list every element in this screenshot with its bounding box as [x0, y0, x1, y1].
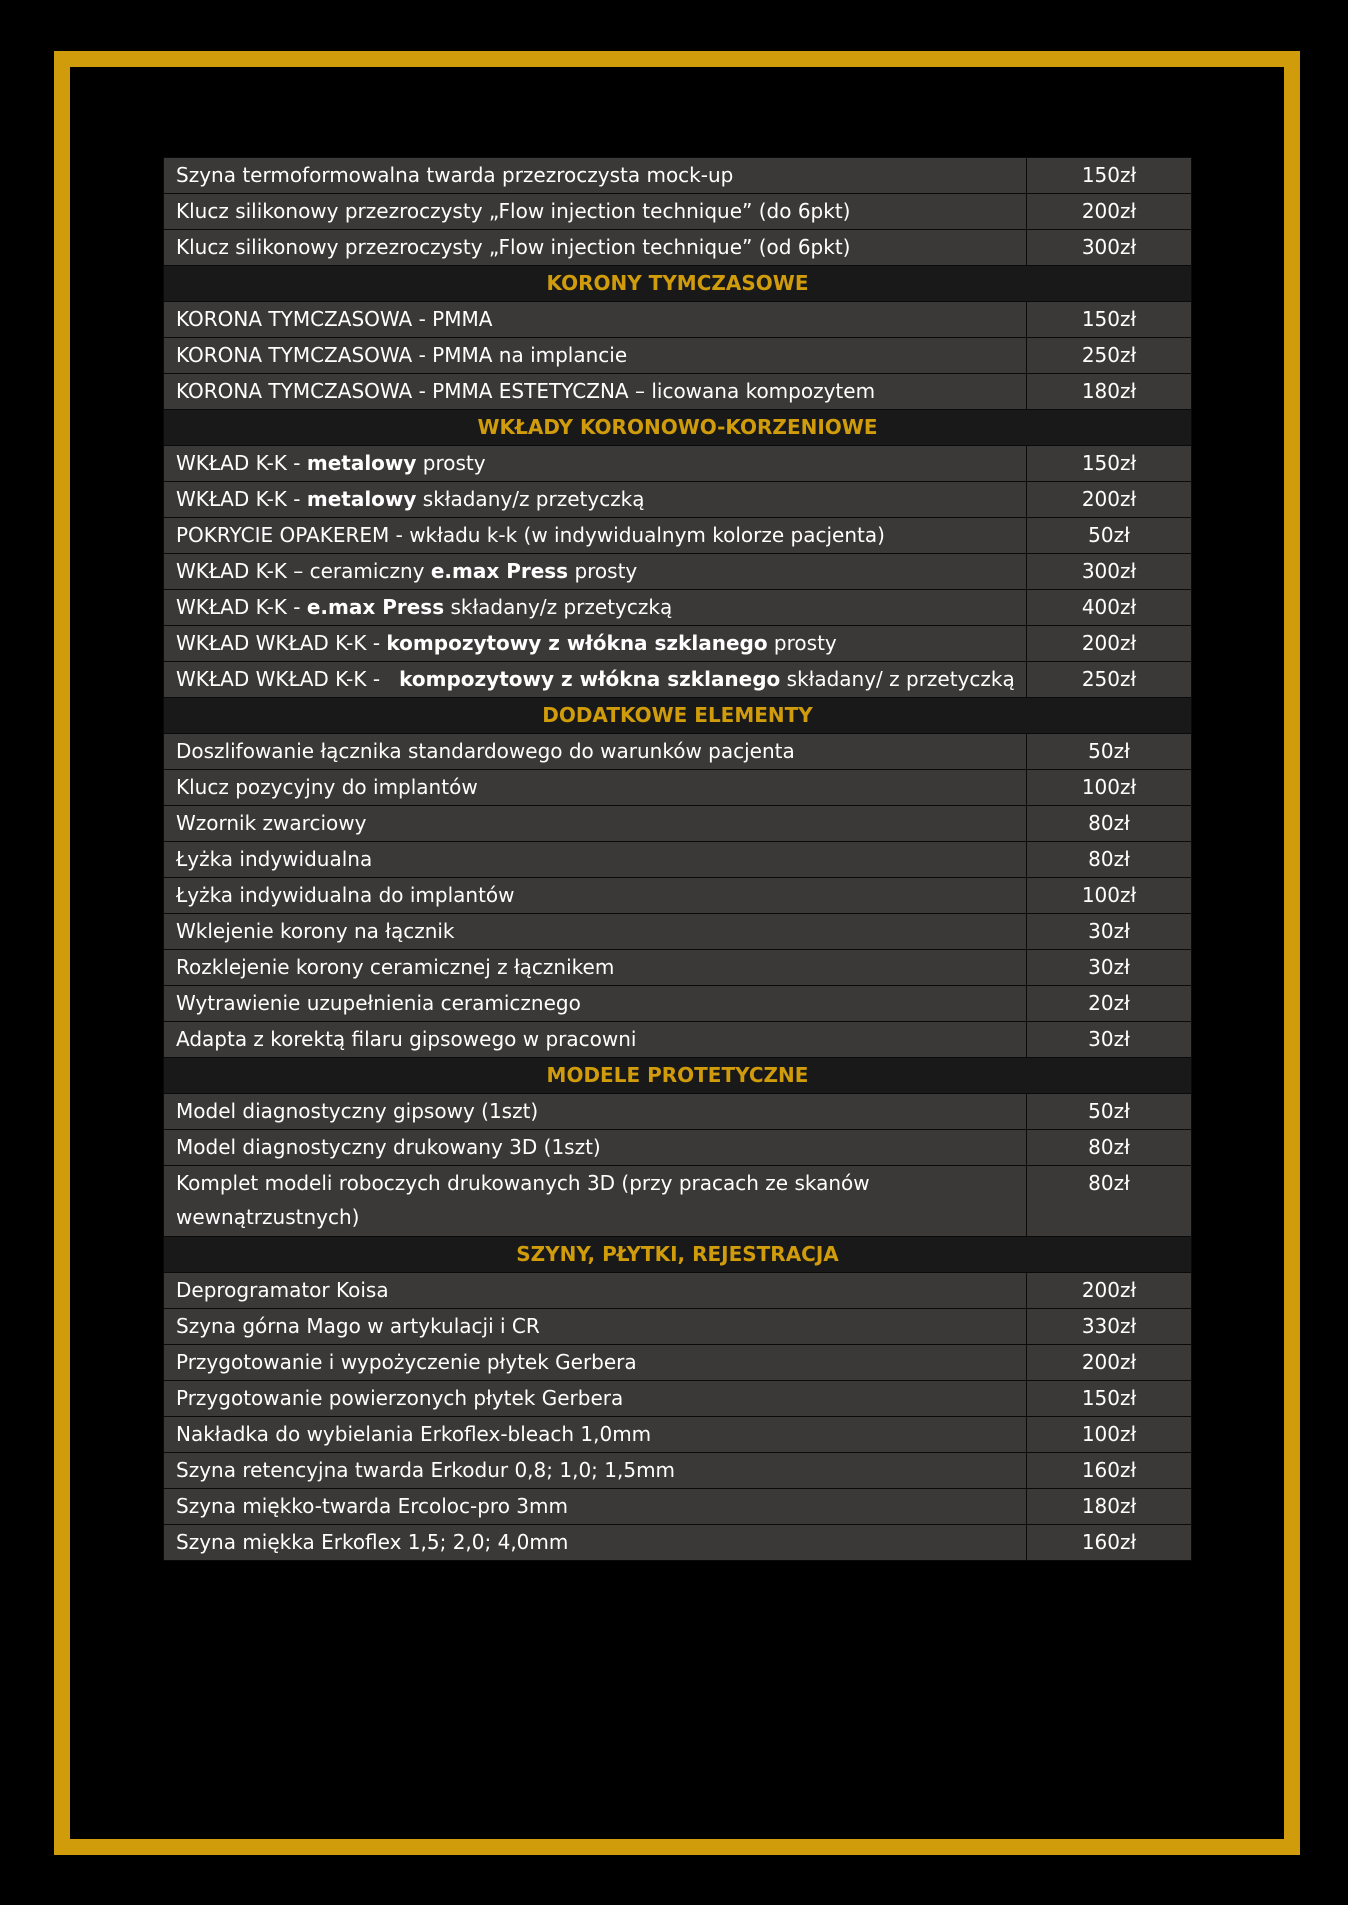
service-description: Wklejenie korony na łącznik — [164, 914, 1027, 950]
service-price: 200zł — [1027, 482, 1192, 518]
service-price: 30zł — [1027, 950, 1192, 986]
section-title: SZYNY, PŁYTKI, REJESTRACJA — [164, 1237, 1192, 1273]
service-price: 150zł — [1027, 302, 1192, 338]
service-price: 50zł — [1027, 734, 1192, 770]
service-description-bold: metalowy — [306, 487, 417, 511]
service-description: Klucz silikonowy przezroczysty „Flow injection technique” (do 6pkt) — [164, 194, 1027, 230]
service-description-part: składany/z przetyczką — [416, 487, 645, 511]
service-description: Klucz pozycyjny do implantów — [164, 770, 1027, 806]
service-description-bold: e.max Press — [430, 559, 569, 583]
service-price: 100zł — [1027, 878, 1192, 914]
service-description — [164, 590, 1027, 626]
service-description: Nakładka do wybielania Erkoflex-bleach 1,0mm — [164, 1417, 1027, 1453]
service-description — [164, 446, 1027, 482]
price-row — [164, 482, 1192, 518]
service-description: KORONA TYMCZASOWA - PMMA na implancie — [164, 338, 1027, 374]
service-price: 100zł — [1027, 770, 1192, 806]
section-title: WKŁADY KORONOWO-KORZENIOWE — [164, 410, 1192, 446]
section-header-row — [164, 1237, 1192, 1273]
price-row — [164, 1381, 1192, 1417]
price-row — [164, 1130, 1192, 1166]
service-price: 200zł — [1027, 1273, 1192, 1309]
price-row — [164, 770, 1192, 806]
price-row — [164, 590, 1192, 626]
price-row — [164, 194, 1192, 230]
service-price: 160zł — [1027, 1453, 1192, 1489]
service-description-bold: kompozytowy z włókna szklanego — [399, 667, 781, 691]
service-price: 80zł — [1027, 1130, 1192, 1166]
service-description — [164, 662, 1027, 698]
service-price: 400zł — [1027, 590, 1192, 626]
service-price: 200zł — [1027, 1345, 1192, 1381]
service-price: 200zł — [1027, 194, 1192, 230]
service-description: Wzornik zwarciowy — [164, 806, 1027, 842]
service-price: 250zł — [1027, 662, 1192, 698]
service-description: Przygotowanie powierzonych płytek Gerbera — [164, 1381, 1027, 1417]
service-description — [164, 554, 1027, 590]
price-row — [164, 446, 1192, 482]
price-row — [164, 230, 1192, 266]
price-row — [164, 374, 1192, 410]
price-row — [164, 1094, 1192, 1130]
service-description: Przygotowanie i wypożyczenie płytek Gerbera — [164, 1345, 1027, 1381]
service-description-line: Komplet modeli roboczych drukowanych 3D (przy pracach ze skanów — [176, 1171, 870, 1195]
price-row — [164, 1525, 1192, 1561]
service-price: 150zł — [1027, 158, 1192, 194]
service-description — [164, 482, 1027, 518]
service-price: 150zł — [1027, 446, 1192, 482]
service-price: 80zł — [1027, 806, 1192, 842]
service-price: 80zł — [1027, 842, 1192, 878]
service-description — [164, 626, 1027, 662]
service-description-bold: e.max Press — [306, 595, 445, 619]
service-price: 330zł — [1027, 1309, 1192, 1345]
service-price: 180zł — [1027, 374, 1192, 410]
service-description: Deprogramator Koisa — [164, 1273, 1027, 1309]
service-price: 30zł — [1027, 1022, 1192, 1058]
section-header-row — [164, 266, 1192, 302]
service-description: Szyna górna Mago w artykulacji i CR — [164, 1309, 1027, 1345]
service-description: POKRYCIE OPAKEREM - wkładu k-k (w indywidualnym kolorze pacjenta) — [164, 518, 1027, 554]
service-description-line: wewnątrzustnych) — [176, 1205, 360, 1229]
service-price: 20zł — [1027, 986, 1192, 1022]
service-description: Łyżka indywidualna do implantów — [164, 878, 1027, 914]
price-row — [164, 1453, 1192, 1489]
price-table — [163, 157, 1192, 1561]
service-description: Klucz silikonowy przezroczysty „Flow injection technique” (od 6pkt) — [164, 230, 1027, 266]
service-price: 50zł — [1027, 1094, 1192, 1130]
price-row — [164, 1489, 1192, 1525]
service-description-part: prosty — [416, 451, 486, 475]
price-row — [164, 1345, 1192, 1381]
price-row — [164, 878, 1192, 914]
service-description-part: WKŁAD WKŁAD K-K - — [176, 667, 400, 691]
section-header-row — [164, 410, 1192, 446]
service-description-bold: kompozytowy z włókna szklanego — [386, 631, 768, 655]
service-description: Szyna termoformowalna twarda przezroczysta mock-up — [164, 158, 1027, 194]
price-row — [164, 1309, 1192, 1345]
service-description-bold: metalowy — [306, 451, 417, 475]
service-description: Wytrawienie uzupełnienia ceramicznego — [164, 986, 1027, 1022]
service-price: 30zł — [1027, 914, 1192, 950]
service-description-part: WKŁAD K-K - — [176, 451, 307, 475]
service-price: 300zł — [1027, 230, 1192, 266]
service-description: Rozklejenie korony ceramicznej z łącznikem — [164, 950, 1027, 986]
service-price: 160zł — [1027, 1525, 1192, 1561]
price-row — [164, 806, 1192, 842]
section-title: DODATKOWE ELEMENTY — [164, 698, 1192, 734]
price-row — [164, 518, 1192, 554]
service-description-part: WKŁAD WKŁAD K-K - — [176, 631, 387, 655]
price-row — [164, 626, 1192, 662]
section-header-row — [164, 1058, 1192, 1094]
price-row — [164, 950, 1192, 986]
service-description-part: składany/z przetyczką — [444, 595, 673, 619]
price-row — [164, 734, 1192, 770]
price-row — [164, 158, 1192, 194]
price-row — [164, 1273, 1192, 1309]
service-description-part: prosty — [568, 559, 638, 583]
section-header-row — [164, 698, 1192, 734]
price-row — [164, 842, 1192, 878]
service-description: Szyna miękka Erkoflex 1,5; 2,0; 4,0mm — [164, 1525, 1027, 1561]
price-row — [164, 338, 1192, 374]
service-price: 250zł — [1027, 338, 1192, 374]
service-description: Łyżka indywidualna — [164, 842, 1027, 878]
price-row — [164, 986, 1192, 1022]
service-description: Adapta z korektą filaru gipsowego w pracowni — [164, 1022, 1027, 1058]
service-price: 180zł — [1027, 1489, 1192, 1525]
price-row — [164, 302, 1192, 338]
service-description: Szyna retencyjna twarda Erkodur 0,8; 1,0; 1,5mm — [164, 1453, 1027, 1489]
service-price: 300zł — [1027, 554, 1192, 590]
service-description-part: prosty — [767, 631, 837, 655]
price-row — [164, 1166, 1192, 1237]
service-description: Doszlifowanie łącznika standardowego do warunków pacjenta — [164, 734, 1027, 770]
service-description-part: składany/ z przetyczką — [780, 667, 1015, 691]
price-row — [164, 1417, 1192, 1453]
service-description-part: WKŁAD K-K - — [176, 487, 307, 511]
service-price: 200zł — [1027, 626, 1192, 662]
price-row — [164, 1022, 1192, 1058]
section-title: MODELE PROTETYCZNE — [164, 1058, 1192, 1094]
service-price: 50zł — [1027, 518, 1192, 554]
service-description — [164, 1166, 1027, 1237]
service-description-part: WKŁAD K-K – ceramiczny — [176, 559, 431, 583]
service-description: KORONA TYMCZASOWA - PMMA ESTETYCZNA – licowana kompozytem — [164, 374, 1027, 410]
price-row — [164, 662, 1192, 698]
service-description-part: WKŁAD K-K - — [176, 595, 307, 619]
service-description: KORONA TYMCZASOWA - PMMA — [164, 302, 1027, 338]
section-title: KORONY TYMCZASOWE — [164, 266, 1192, 302]
price-row — [164, 914, 1192, 950]
price-table-body — [164, 158, 1192, 1561]
service-price: 150zł — [1027, 1381, 1192, 1417]
service-description: Model diagnostyczny gipsowy (1szt) — [164, 1094, 1027, 1130]
service-price: 100zł — [1027, 1417, 1192, 1453]
service-price: 80zł — [1027, 1166, 1192, 1237]
service-description: Model diagnostyczny drukowany 3D (1szt) — [164, 1130, 1027, 1166]
service-description: Szyna miękko-twarda Ercoloc-pro 3mm — [164, 1489, 1027, 1525]
price-row — [164, 554, 1192, 590]
